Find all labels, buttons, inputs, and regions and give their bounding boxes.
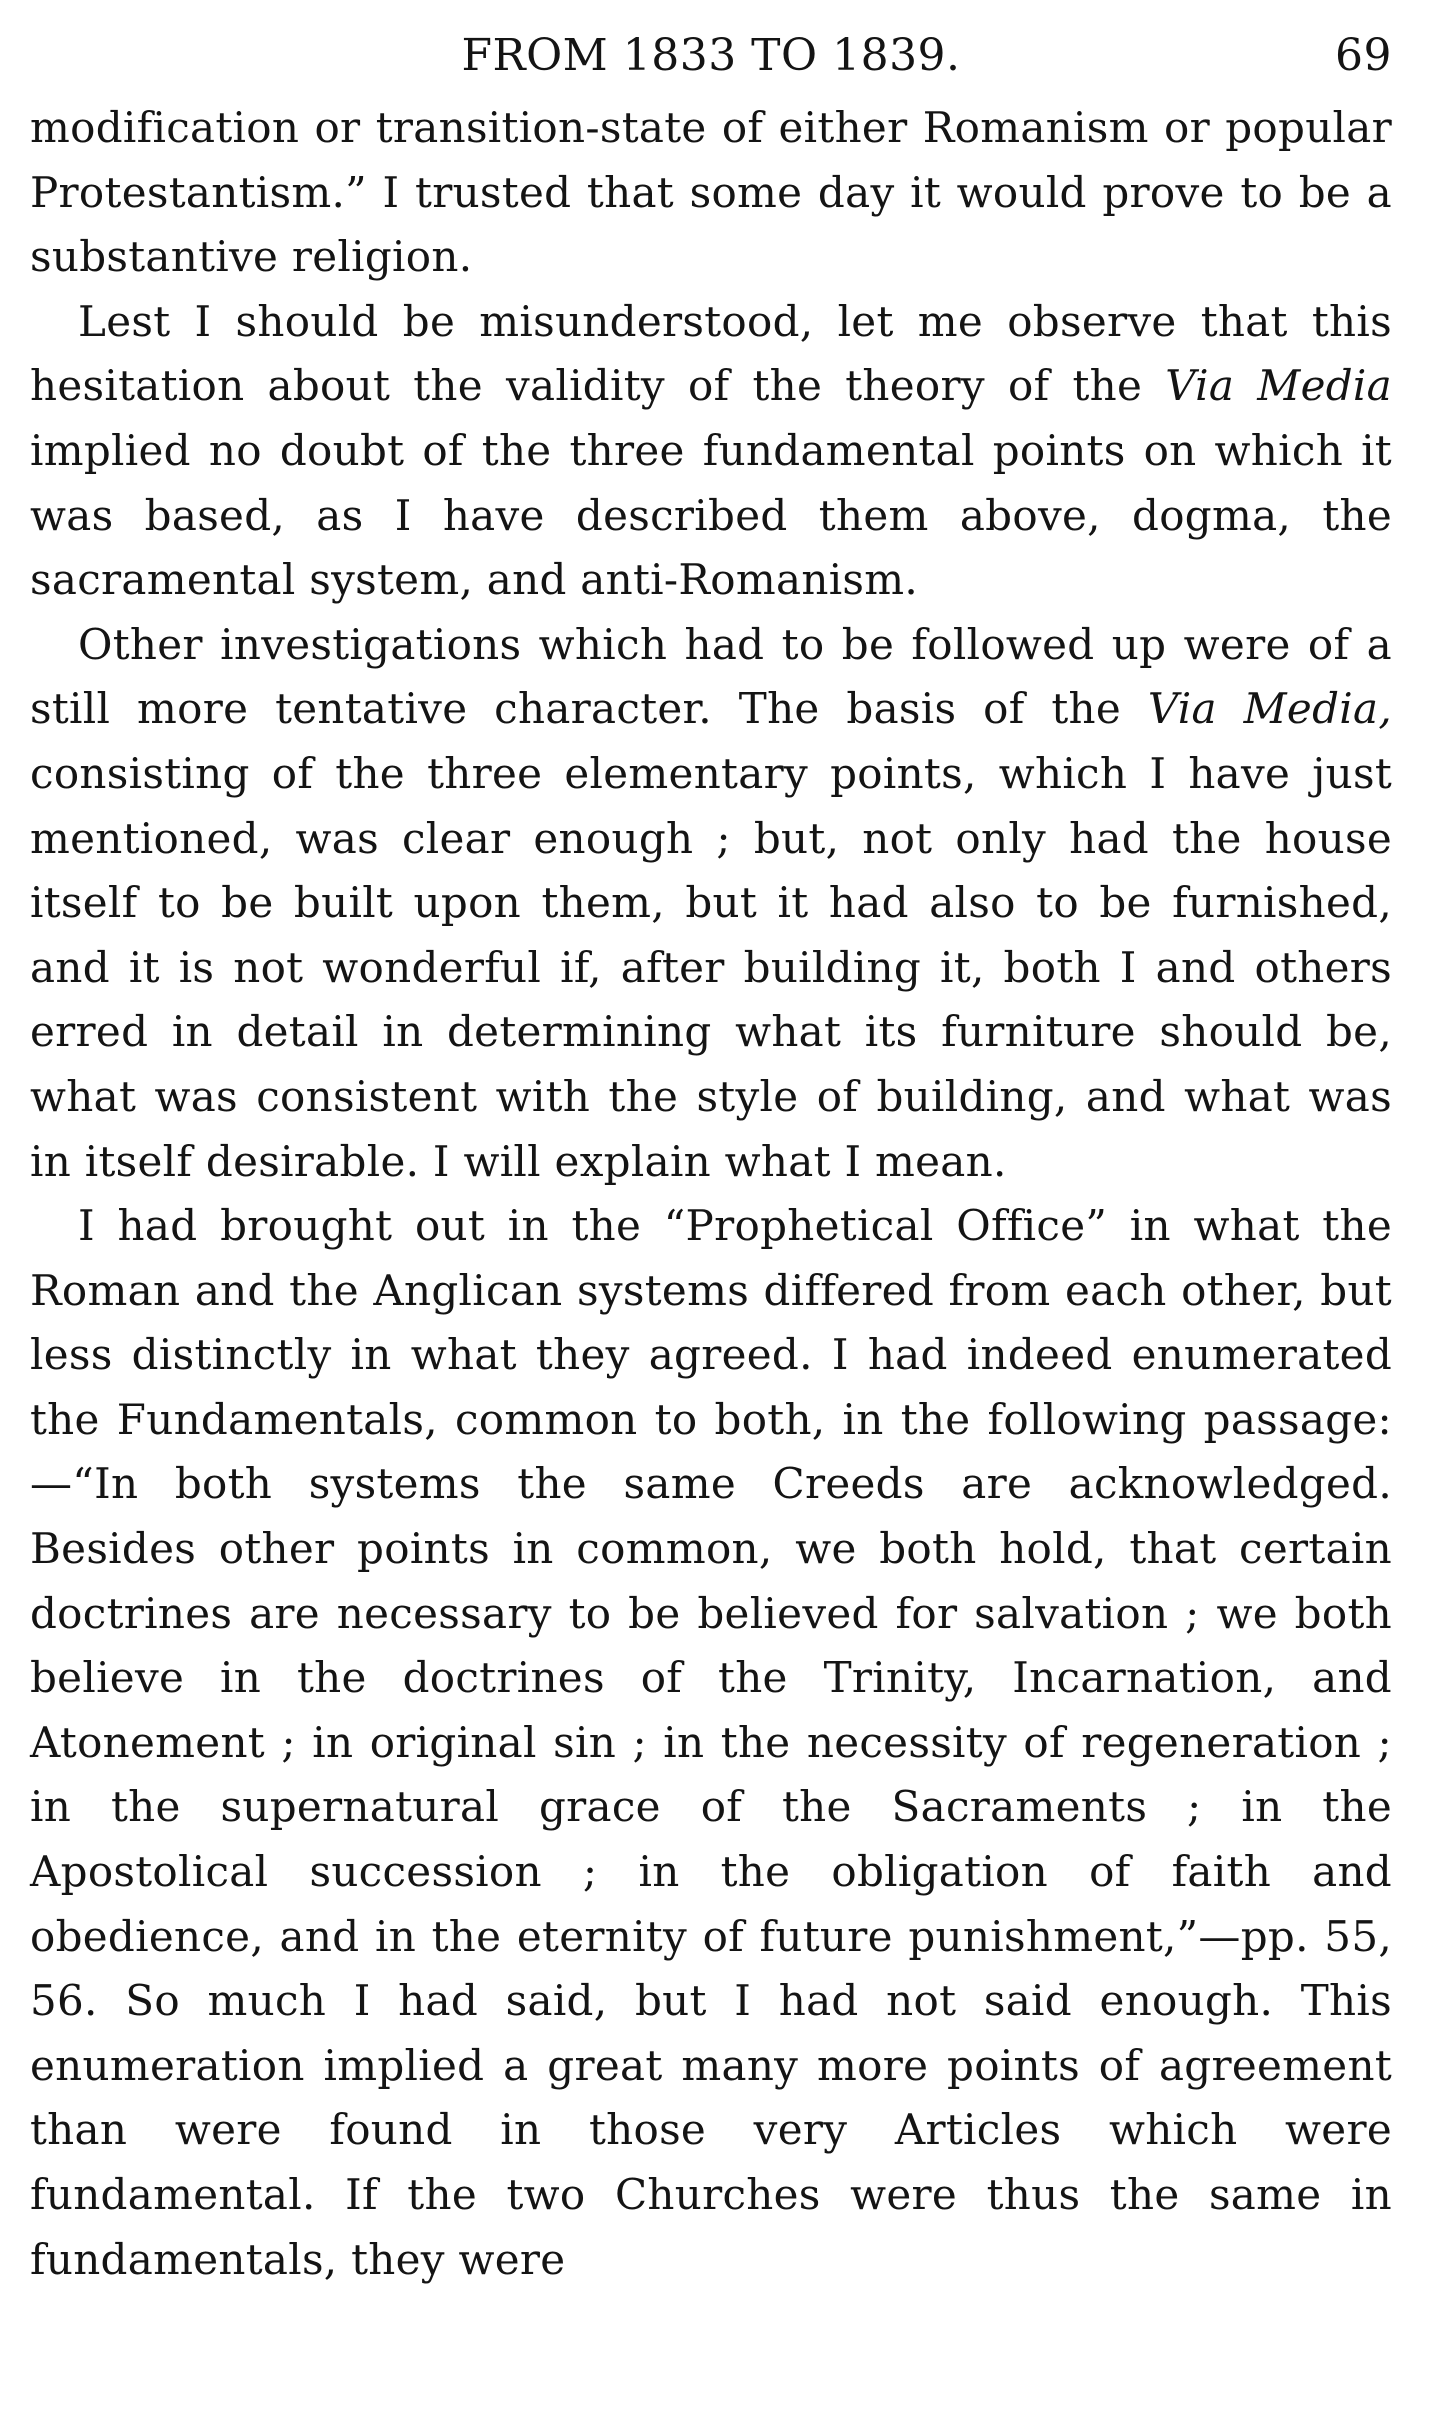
page-number: 69 (1335, 30, 1392, 81)
book-page (30, 20, 1392, 2292)
paragraph-2-text-b: implied no doubt of the three fundamental points on which it was based, as I have described them above, dogma, the sacramental system, and anti-Romanism. (30, 425, 1392, 605)
running-head (30, 20, 1392, 92)
body-text (30, 96, 1392, 2292)
paragraph-3-text-a: Other investigations which had to be followed up were of a still more tentative character. The basis of the (30, 619, 1392, 734)
paragraph-1: modification or transition-state of either Romanism or popular Protestantism.” I trusted that some day it would prove to be a substantive religion. (30, 103, 1392, 282)
paragraph-2-text-a: Lest I should be misunderstood, let me observe that this hesitation about the validity of the theory of the (30, 296, 1392, 411)
running-title: FROM 1833 TO 1839. (461, 30, 961, 81)
paragraph-2 (30, 290, 1392, 613)
paragraph-4: I had brought out in the “Prophetical Office” in what the Roman and the Anglican systems differed from each other, but less distinctly in what they agreed. I had indeed enumerated the Fundamentals, common to both, in the following passage:—“In both systems the same Creeds are acknowledged. Besides other points in common, we both hold, that certain doctrines are necessary to be believed for salvation ; we both believe in the doctrines of the Trinity, Incarnation, and Atonement ; in original sin ; in the necessity of regeneration ; in the supernatural grace of the Sacraments ; in the Apostolical succession ; in the obligation of faith and obedience, and in the eternity of future punishment,”—pp. 55, 56. So much I had said, but I had not said enough. This enumeration implied a great many more points of agreement than were found in those very Articles which were fundamental. If the two Churches were thus the same in fundamentals, they were (30, 1201, 1392, 2284)
paragraph-3-text-b: consisting of the three elementary points, which I have just mentioned, was clear enough ; but, not only had the house itself to be built upon them, but it had also to be furnished, and it is not wonderful if, after building it, both I and others erred in detail in determining what its furniture should be, what was consistent with the style of building, and what was in itself desirable. I will explain what I mean. (30, 748, 1392, 1186)
via-media-italic: Via Media (1165, 361, 1392, 411)
via-media-italic: Via Media, (1147, 684, 1392, 734)
paragraph-3 (30, 613, 1392, 1194)
